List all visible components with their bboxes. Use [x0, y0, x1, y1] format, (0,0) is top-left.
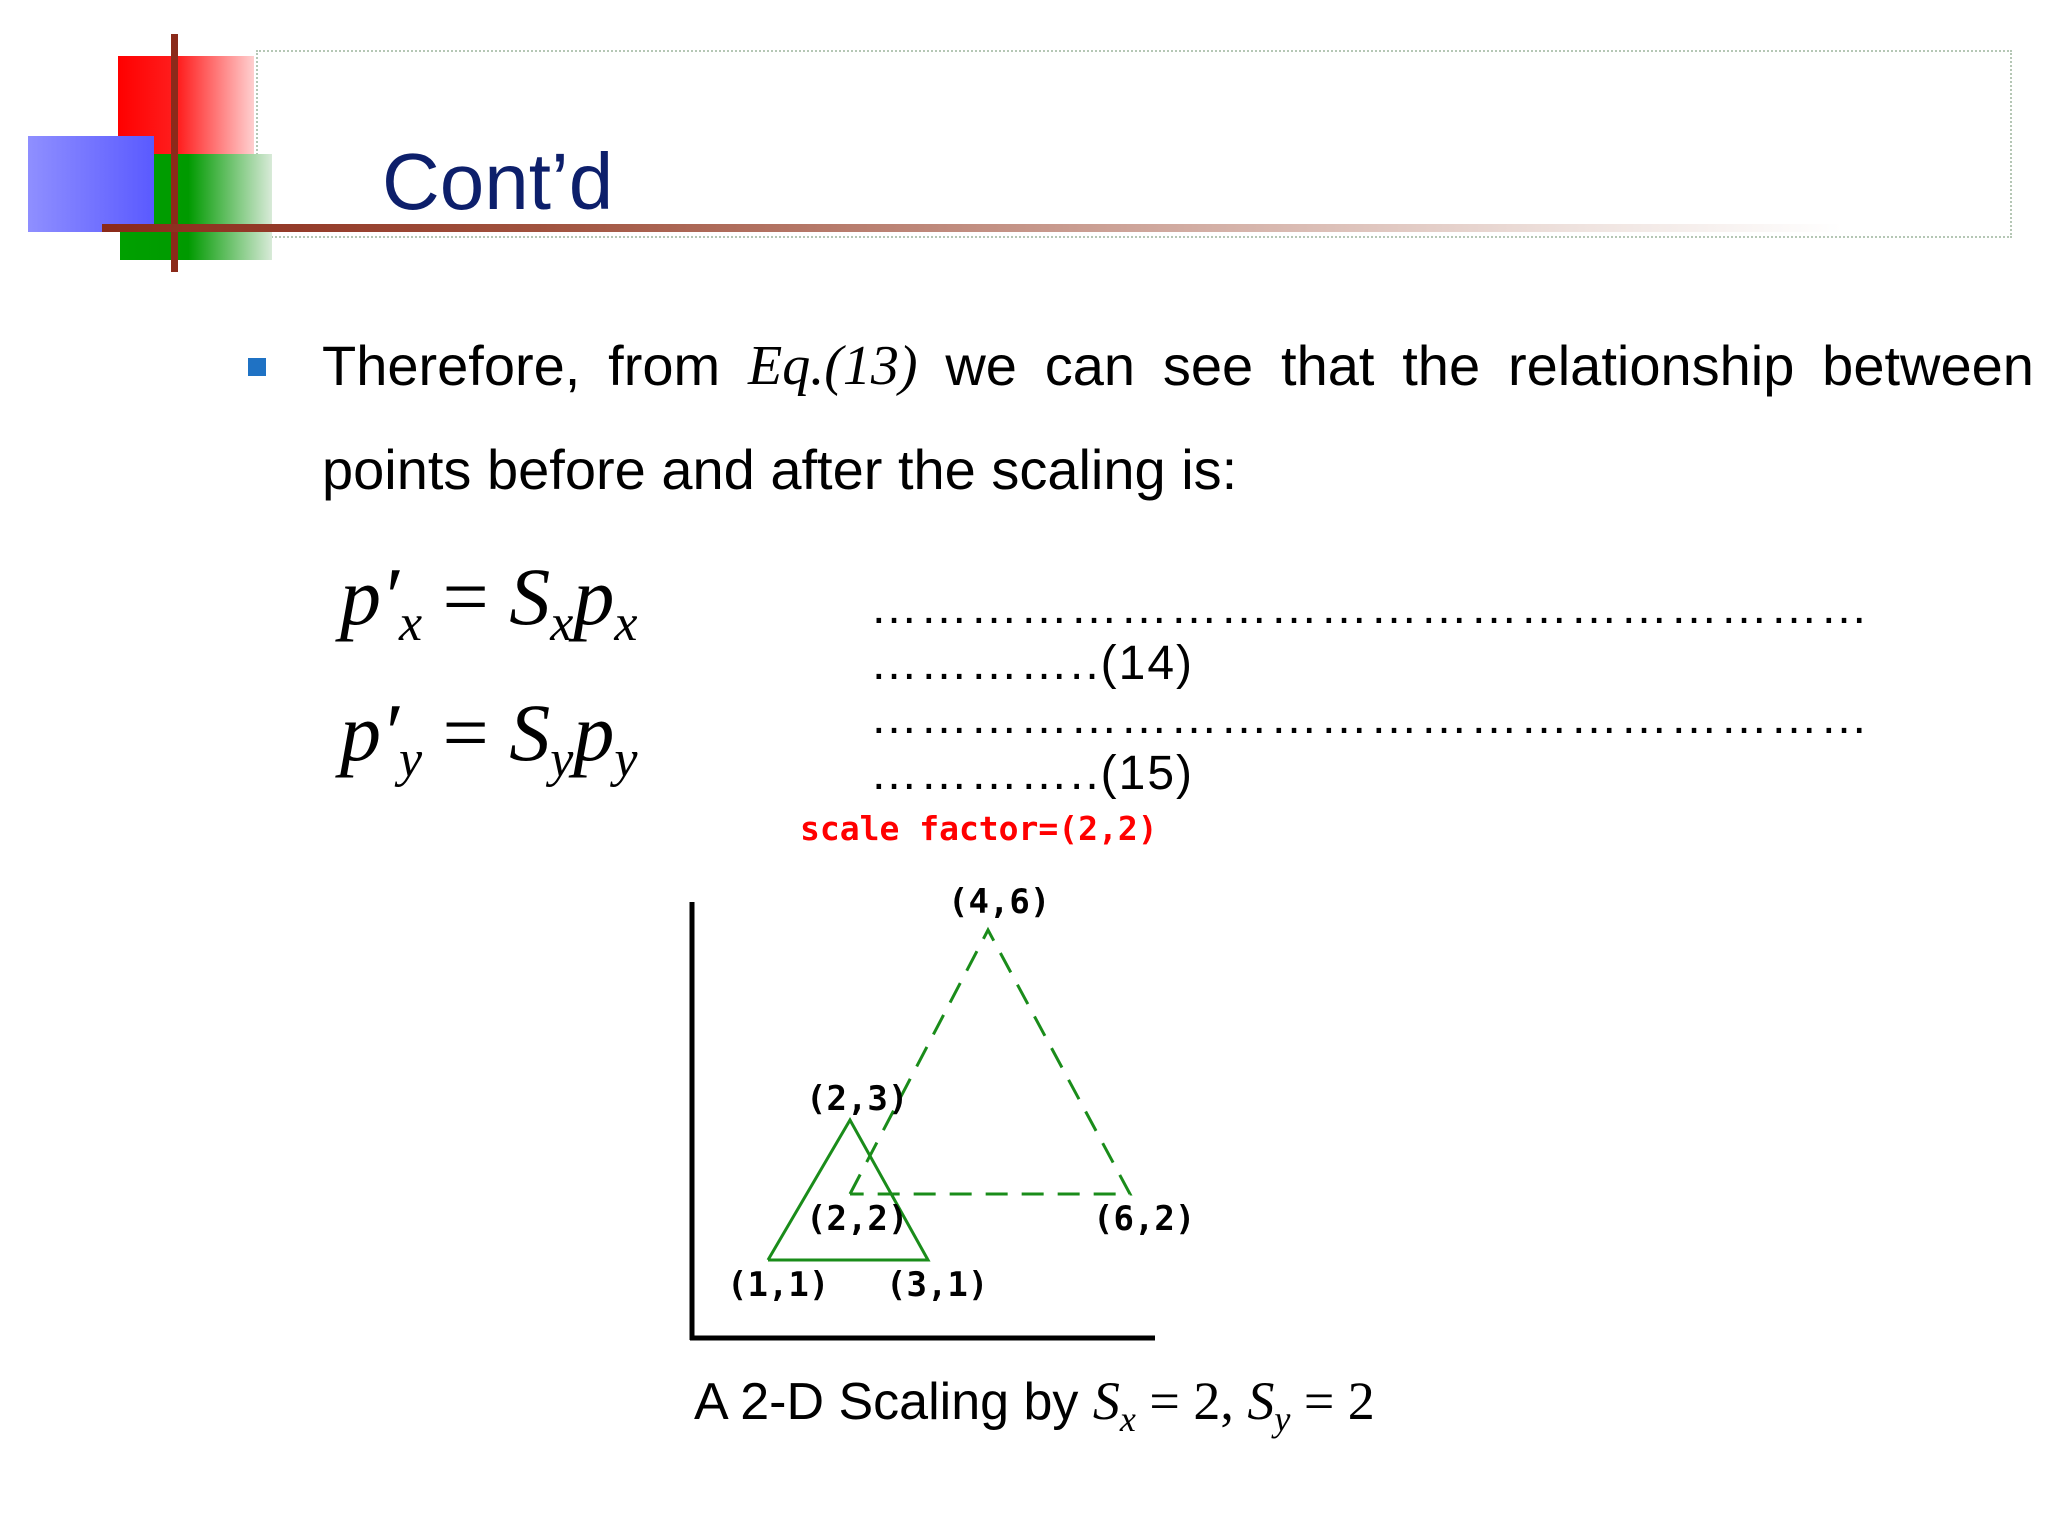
eq14-coef: S — [509, 551, 551, 642]
eq15-coef-sub: y — [550, 731, 574, 788]
point-label-1-1: (1,1) — [727, 1265, 830, 1305]
eq15-lhs: p′ — [340, 687, 399, 778]
word: Therefore, — [322, 334, 581, 397]
caption-sx: S — [1092, 1371, 1120, 1431]
eq15-coef: S — [509, 687, 551, 778]
eq15-dots-short: ………….. — [870, 747, 1101, 800]
scaled-triangle — [850, 930, 1130, 1194]
point-label-3-1: (3,1) — [886, 1265, 989, 1305]
caption-sy: S — [1247, 1371, 1275, 1431]
word: that — [1281, 334, 1375, 397]
eq14-lhs: p′ — [340, 551, 399, 642]
figure-caption — [694, 1370, 1375, 1440]
caption-sy-value: = 2 — [1290, 1371, 1375, 1431]
bullet-text-line-2: points before and after the scaling is: — [322, 438, 1238, 501]
word: the — [1402, 334, 1481, 397]
caption-sx-value: = 2, — [1135, 1371, 1234, 1431]
word: we — [945, 334, 1017, 397]
eq14-coef-sub: x — [550, 595, 574, 652]
eq14-equals: = — [442, 551, 489, 642]
eq14-var-sub: x — [614, 595, 638, 652]
slide-title: Cont’d — [382, 137, 614, 226]
eq14-var: p — [573, 551, 615, 642]
eq14-lhs-sub: x — [398, 595, 423, 652]
eq15-var: p — [573, 687, 615, 778]
word: between — [1822, 334, 2034, 397]
scale-factor-label: scale factor=(2,2) — [800, 809, 1158, 848]
word: can — [1044, 334, 1136, 397]
original-triangle — [768, 1120, 928, 1260]
eq15-equals: = — [442, 687, 489, 778]
word: relationship — [1507, 334, 1795, 397]
word: from — [608, 334, 721, 397]
word: see — [1162, 334, 1254, 397]
eq14-number: (14) — [1100, 637, 1195, 690]
eq15-leader-dots: …………………………………………………… — [870, 691, 1870, 744]
caption-prefix: A 2-D Scaling by — [694, 1373, 1093, 1431]
point-label-2-3: (2,3) — [806, 1079, 909, 1119]
point-label-4-6: (4,6) — [948, 882, 1051, 922]
eq15-var-sub: y — [614, 731, 638, 788]
eq14-dots-short: ………….. — [870, 637, 1101, 690]
eq14-leader-dots: …………………………………………………… — [870, 581, 1870, 634]
point-label-6-2: (6,2) — [1093, 1199, 1196, 1239]
point-label-2-2: (2,2) — [806, 1199, 909, 1239]
eq15-number: (15) — [1100, 747, 1195, 800]
equation-reference: Eq.(13) — [748, 335, 918, 397]
eq15-lhs-sub: y — [398, 731, 423, 788]
caption-sx-sub: x — [1119, 1398, 1136, 1439]
caption-sy-sub: y — [1274, 1398, 1291, 1439]
